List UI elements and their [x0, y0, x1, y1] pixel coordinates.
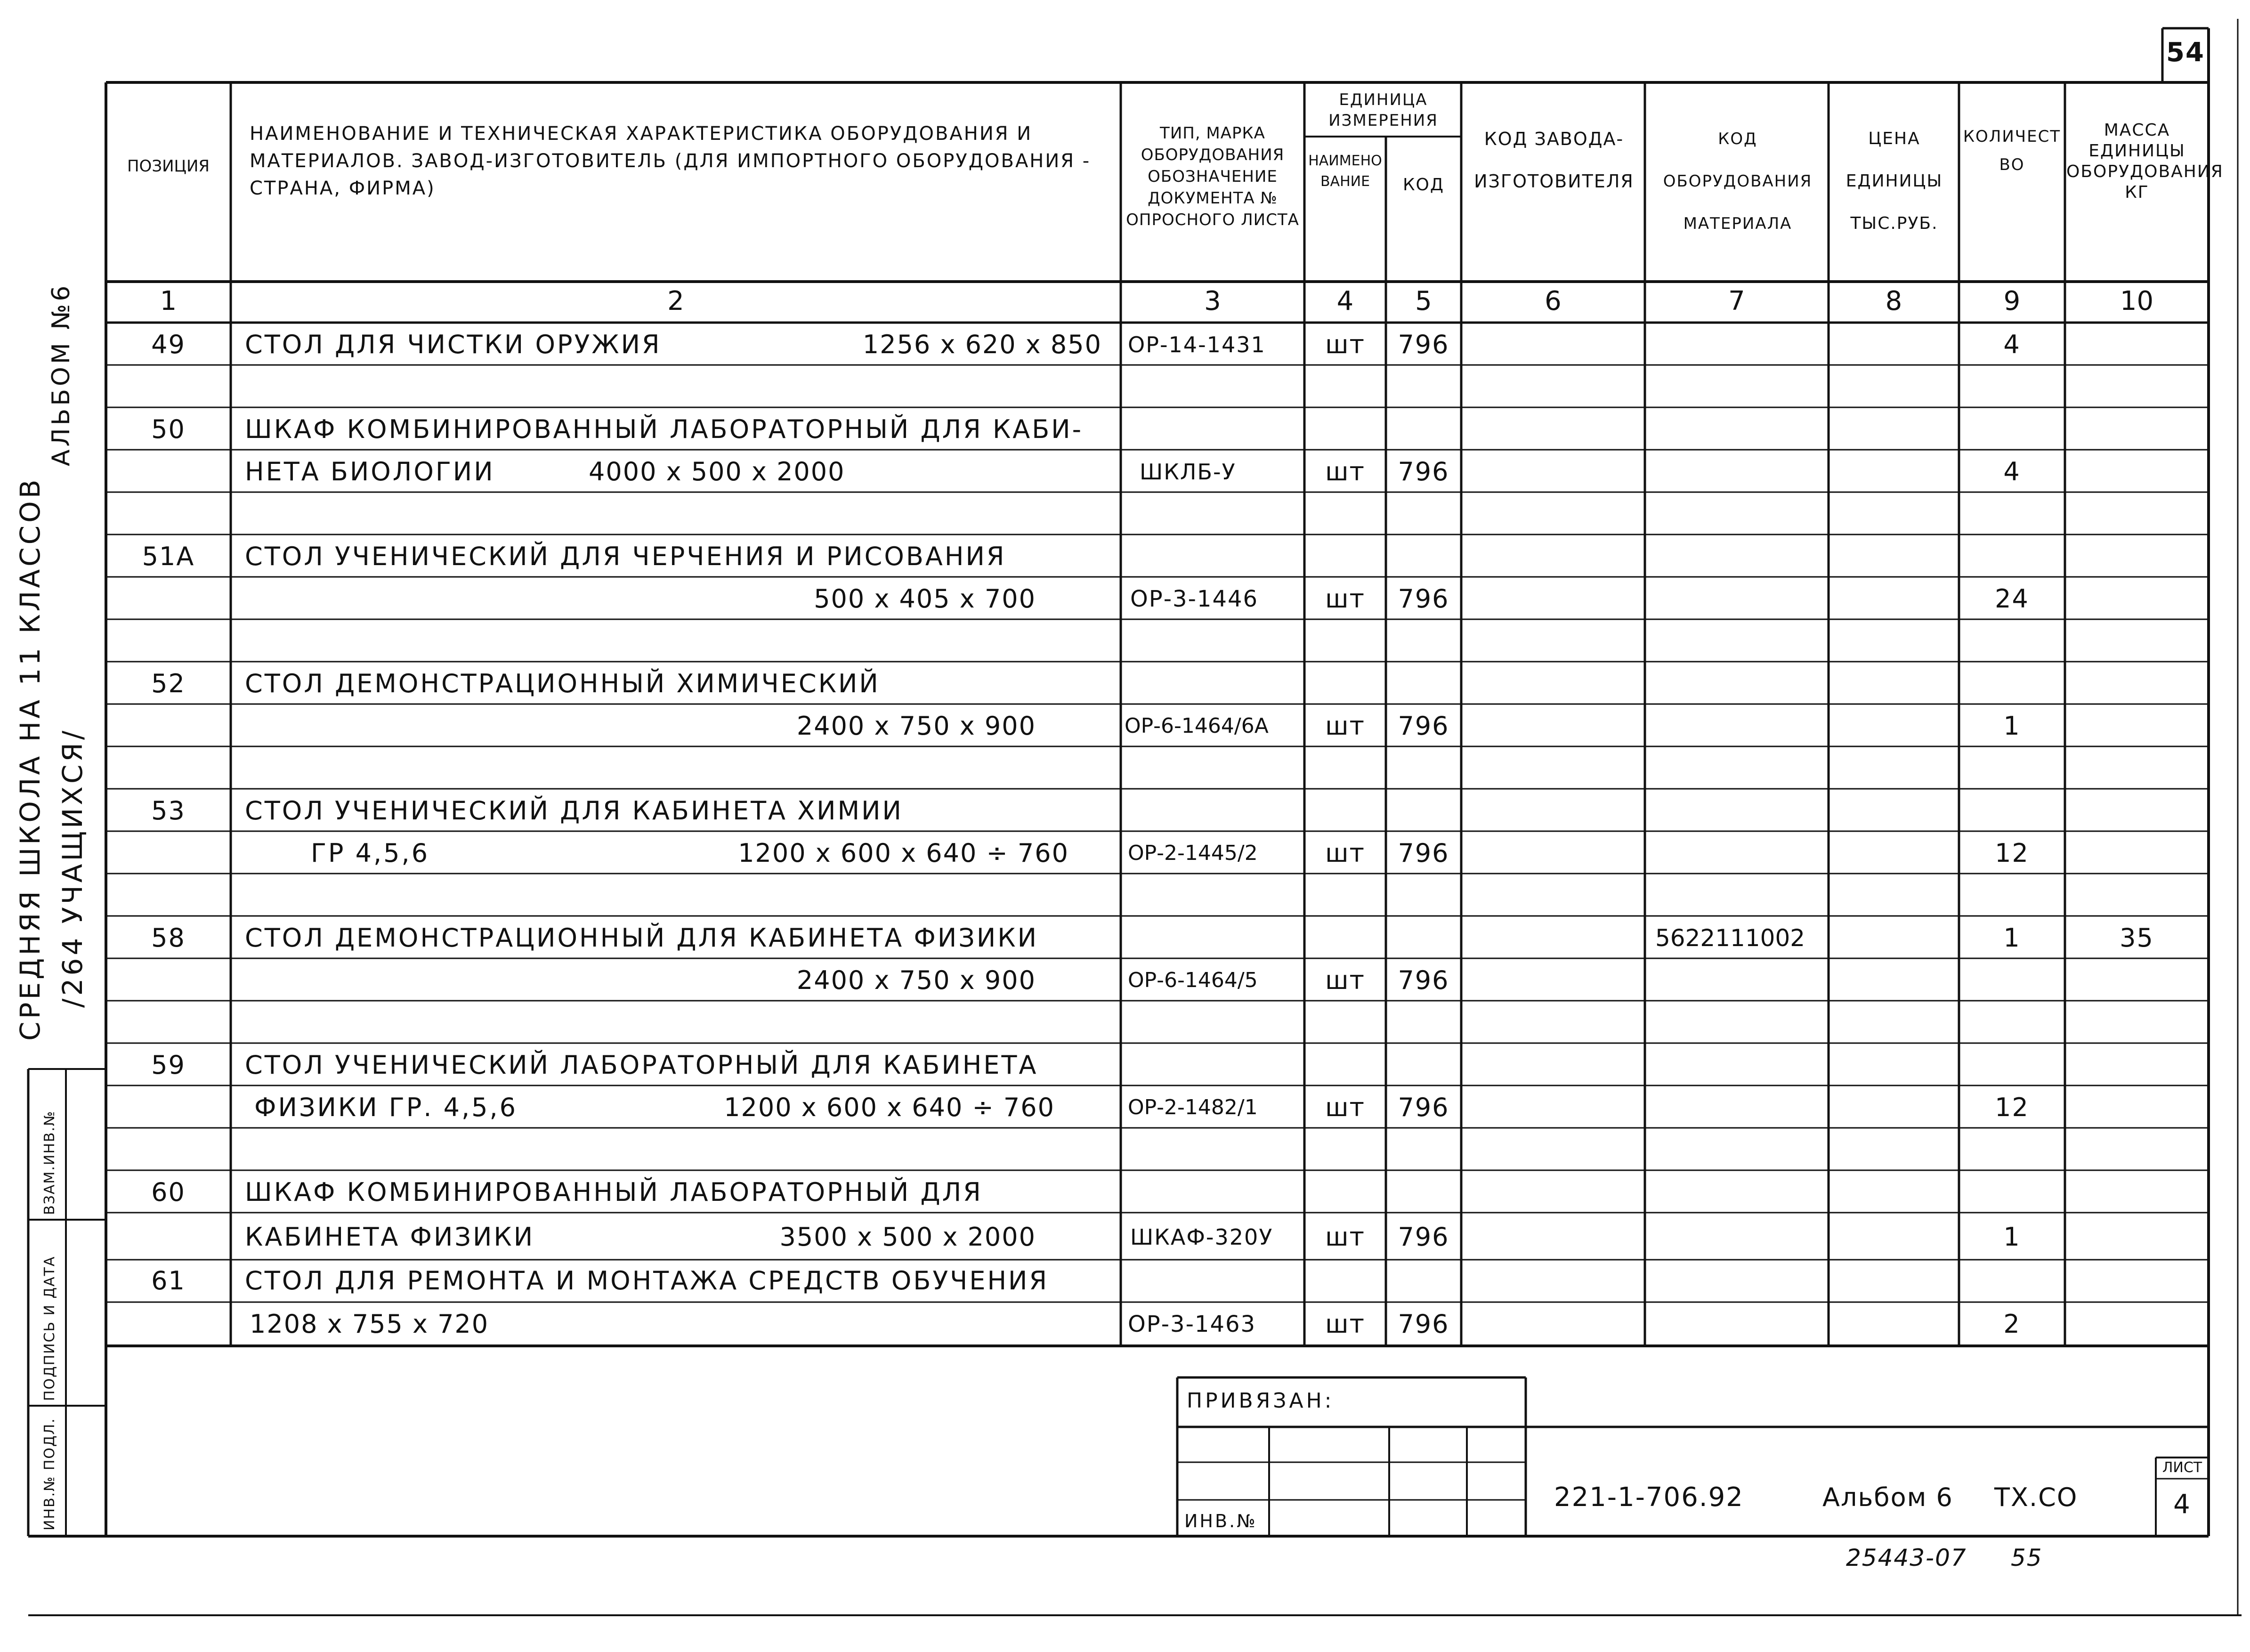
row-type: ОР-14-1431	[1128, 332, 1266, 357]
row-dimensions: 2400 x 750 x 900	[796, 965, 1036, 995]
title-mark: ТХ.СО	[1994, 1482, 2078, 1512]
row-description-cont: ФИЗИКИ ГР. 4,5,6	[254, 1093, 518, 1122]
row-unit: шт	[1325, 457, 1365, 486]
row-unit: шт	[1325, 1093, 1365, 1122]
row-dimensions: 4000 x 500 x 2000	[589, 457, 845, 486]
row-unit-code: 796	[1398, 1309, 1449, 1339]
row-position: 51А	[142, 542, 195, 571]
row-description-cont: КАБИНЕТА ФИЗИКИ	[245, 1222, 535, 1252]
col-number-8: 8	[1885, 286, 1902, 316]
row-position: 53	[151, 796, 186, 826]
row-description: СТОЛ УЧЕНИЧЕСКИЙ ДЛЯ КАБИНЕТА ХИМИИ	[245, 796, 903, 826]
row-unit: шт	[1325, 330, 1365, 359]
stamp-replaces-label: ВЗАМ.ИНВ.№	[41, 1110, 58, 1215]
row-dimensions: 2400 x 750 x 900	[796, 711, 1036, 741]
col-number-10: 10	[2120, 286, 2154, 316]
row-description: СТОЛ ДЕМОНСТРАЦИОННЫЙ ДЛЯ КАБИНЕТА ФИЗИКИ	[245, 923, 1039, 953]
row-description-cont: ГР 4,5,6	[311, 838, 430, 868]
row-position: 52	[151, 669, 186, 698]
row-description: ШКАФ КОМБИНИРОВАННЫЙ ЛАБОРАТОРНЫЙ ДЛЯ КАБИ-	[245, 414, 1084, 444]
row-description: СТОЛ ДЕМОНСТРАЦИОННЫЙ ХИМИЧЕСКИЙ	[245, 669, 880, 698]
row-quantity: 12	[1995, 838, 2029, 868]
row-unit-code: 796	[1398, 965, 1449, 995]
row-quantity: 12	[1995, 1093, 2029, 1122]
row-position: 59	[151, 1050, 186, 1080]
side-album-title: АЛЬБОМ №6	[47, 283, 75, 466]
col-number-4: 4	[1336, 286, 1354, 316]
row-description: ШКАФ КОМБИНИРОВАННЫЙ ЛАБОРАТОРНЫЙ ДЛЯ	[245, 1177, 983, 1207]
header-unit: ЕДИНИЦА ИЗМЕРЕНИЯ	[1328, 90, 1438, 130]
row-position: 49	[151, 330, 186, 359]
row-type: ОР-3-1446	[1130, 586, 1259, 612]
col-number-1: 1	[160, 286, 177, 316]
row-unit: шт	[1325, 965, 1365, 995]
footer-page: 55	[2011, 1544, 2043, 1571]
header-unit-name: НАИМЕНОВАНИЕ	[1308, 153, 1382, 190]
row-unit-code: 796	[1398, 584, 1449, 614]
row-unit: шт	[1325, 584, 1365, 614]
stamp-sign-date-label: ПОДПИСЬ И ДАТА	[41, 1255, 58, 1401]
header-material-code: КОД ОБОРУДОВАНИЯ МАТЕРИАЛА	[1663, 130, 1813, 233]
header-quantity: КОЛИЧЕСТВО	[1963, 127, 2061, 174]
row-unit-code: 796	[1398, 1222, 1449, 1252]
row-dimensions: 1200 x 600 x 640 ÷ 760	[724, 1093, 1055, 1122]
row-type: ОР-6-1464/5	[1128, 968, 1258, 992]
row-position: 58	[151, 923, 186, 953]
row-quantity: 1	[2003, 923, 2021, 953]
row-dimensions: 1256 x 620 x 850	[862, 330, 1102, 359]
stamp-inv-orig-label: ИНВ.№ ПОДЛ.	[41, 1417, 58, 1531]
row-material-code: 5622111002	[1655, 924, 1805, 952]
row-description-cont: НЕТА БИОЛОГИИ	[245, 457, 495, 486]
row-position: 60	[151, 1177, 186, 1207]
row-dimensions: 1200 x 600 x 640 ÷ 760	[738, 838, 1069, 868]
side-school-title-line2: /264 УЧАЩИХСЯ/	[57, 728, 89, 1008]
row-description: СТОЛ ДЛЯ РЕМОНТА И МОНТАЖА СРЕДСТВ ОБУЧЕНИЯ	[245, 1266, 1049, 1296]
col-number-2: 2	[667, 286, 684, 316]
row-type: ШКЛБ-У	[1140, 459, 1236, 485]
header-position: ПОЗИЦИЯ	[127, 157, 210, 176]
title-album: Альбом 6	[1822, 1482, 1953, 1512]
row-mass: 35	[2120, 923, 2154, 953]
row-unit: шт	[1325, 1309, 1365, 1339]
row-description: СТОЛ ДЛЯ ЧИСТКИ ОРУЖИЯ	[245, 330, 662, 359]
row-description-cont: 1208 x 755 x 720	[250, 1309, 489, 1339]
row-unit-code: 796	[1398, 457, 1449, 486]
row-unit: шт	[1325, 838, 1365, 868]
col-number-6: 6	[1545, 286, 1562, 316]
row-position: 61	[151, 1266, 186, 1296]
document-code: 221-1-706.92	[1554, 1482, 1744, 1513]
header-plant-code: КОД ЗАВОДА-ИЗГОТОВИТЕЛЯ	[1474, 129, 1634, 192]
row-quantity: 2	[2003, 1309, 2021, 1339]
attached-label: ПРИВЯЗАН:	[1187, 1389, 1335, 1413]
row-unit: шт	[1325, 711, 1365, 741]
header-description: НАИМЕНОВАНИЕ И ТЕХНИЧЕСКАЯ ХАРАКТЕРИСТИКА ОБОРУДОВАНИЯ И МАТЕРИАЛОВ. ЗАВОД-ИЗГОТОВИТЕЛЬ (ДЛЯ ИМПОРТНОГО ОБОРУДОВАНИЯ - СТРАНА, ФИРМА)	[250, 123, 1091, 199]
col-number-5: 5	[1415, 286, 1432, 316]
side-school-title-line1: СРЕДНЯЯ ШКОЛА НА 11 КЛАССОВ	[14, 477, 46, 1041]
sheet-number: 4	[2173, 1489, 2191, 1520]
row-type: ОР-3-1463	[1128, 1311, 1256, 1337]
header-price: ЦЕНА ЕДИНИЦЫ ТЫС.РУБ.	[1845, 129, 1943, 233]
row-unit-code: 796	[1398, 1093, 1449, 1122]
header-type: ТИП, МАРКА ОБОРУДОВАНИЯ ОБОЗНАЧЕНИЕ ДОКУМЕНТА № ОПРОСНОГО ЛИСТА	[1126, 124, 1299, 229]
row-type: ОР-6-1464/6А	[1125, 714, 1269, 738]
row-quantity: 1	[2003, 1222, 2021, 1252]
row-quantity: 4	[2003, 457, 2021, 486]
row-description: СТОЛ УЧЕНИЧЕСКИЙ ЛАБОРАТОРНЫЙ ДЛЯ КАБИНЕТА	[245, 1050, 1038, 1080]
row-unit-code: 796	[1398, 711, 1449, 741]
sheet-label: ЛИСТ	[2162, 1459, 2202, 1476]
inv-number-label: ИНВ.№	[1184, 1511, 1257, 1531]
row-quantity: 24	[1995, 584, 2029, 614]
row-unit-code: 796	[1398, 838, 1449, 868]
row-quantity: 4	[2003, 330, 2021, 359]
row-unit-code: 796	[1398, 330, 1449, 359]
row-dimensions: 500 x 405 x 700	[814, 584, 1036, 614]
row-type: ОР-2-1445/2	[1128, 841, 1258, 865]
row-dimensions: 3500 x 500 x 2000	[779, 1222, 1036, 1252]
header-mass: МАССА ЕДИНИЦЫ ОБОРУДОВАНИЯ КГ	[2066, 121, 2224, 202]
col-number-3: 3	[1204, 286, 1221, 316]
row-type: ШКАФ-320У	[1130, 1224, 1273, 1250]
footer-note: 25443-07	[1846, 1544, 1967, 1571]
header-unit-code: КОД	[1402, 175, 1445, 194]
row-position: 50	[151, 414, 186, 444]
col-number-7: 7	[1728, 286, 1745, 316]
row-type: ОР-2-1482/1	[1128, 1095, 1258, 1119]
page-number: 54	[2166, 37, 2205, 68]
row-quantity: 1	[2003, 711, 2021, 741]
row-unit: шт	[1325, 1222, 1365, 1252]
row-description: СТОЛ УЧЕНИЧЕСКИЙ ДЛЯ ЧЕРЧЕНИЯ И РИСОВАНИЯ	[245, 542, 1006, 571]
col-number-9: 9	[2003, 286, 2021, 316]
